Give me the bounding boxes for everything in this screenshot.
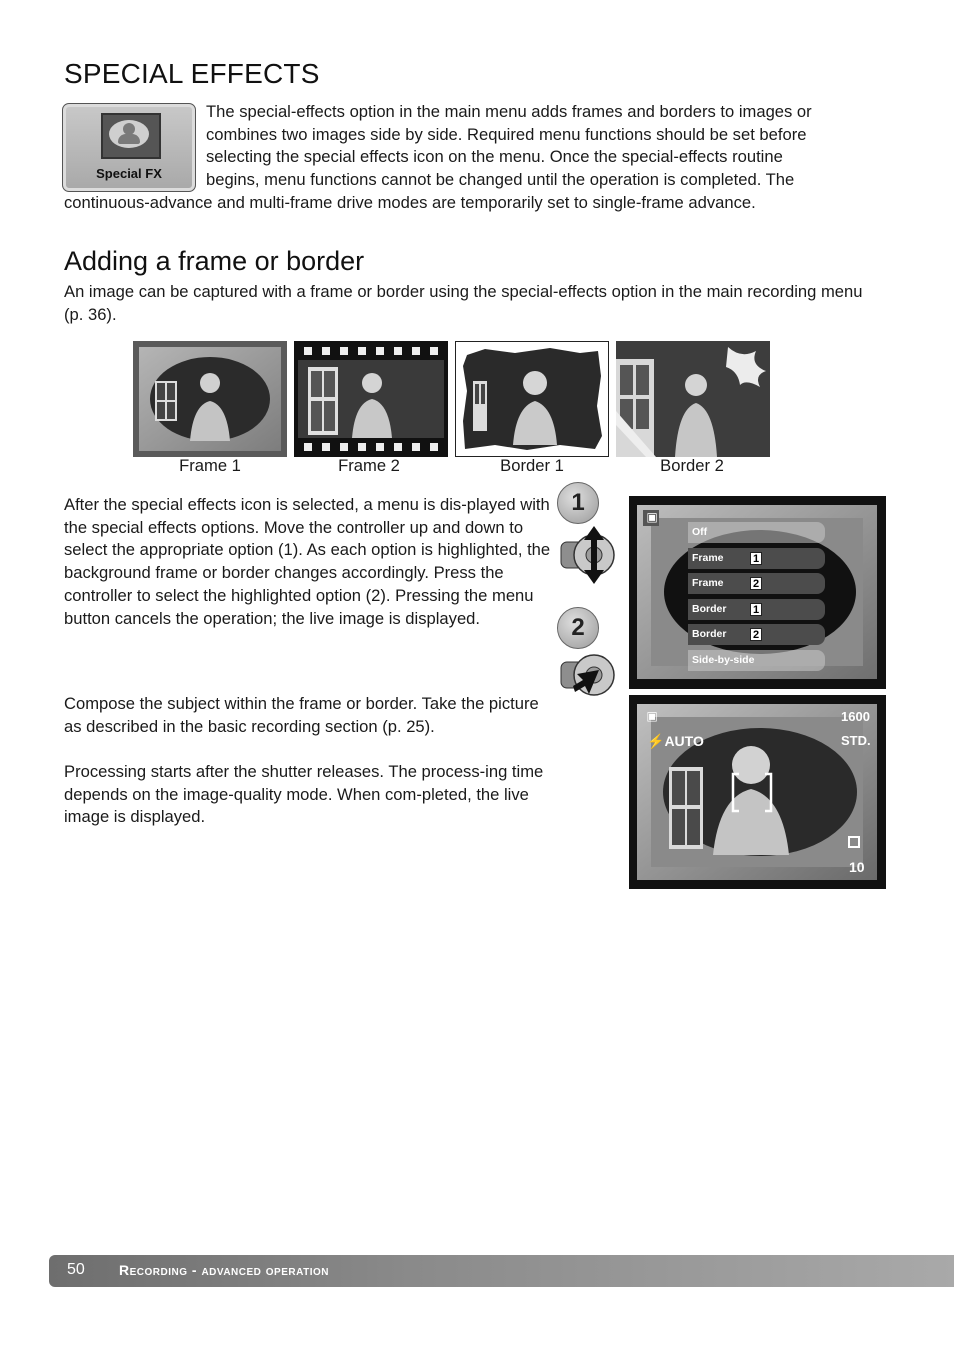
iso-display: 1600: [841, 709, 870, 724]
section-intro: An image can be captured with a frame or border using the special-effects option in the main recording menu (p. 36).: [64, 282, 863, 324]
camera-mode-icon: ▣: [646, 510, 658, 524]
intro-line: combines two images side by side. Required menu functions should be set before: [206, 124, 807, 144]
intro-paragraph: [206, 101, 906, 192]
select-instructions: After the special effects icon is selected, a menu is dis-played with the special effects options. Move the controller up and down to select the appropriate option (1). As each option is highlighted, the background frame or border changes accordingly. Press the controller to select the highlighted option (2). Pressing the menu button cancels the operation; the live image is displayed.: [64, 495, 551, 628]
menu-item-side-by-side[interactable]: Side-by-side: [688, 650, 825, 671]
live-view-screen: [629, 695, 886, 889]
image-size-icon: [848, 836, 860, 848]
menu-item-border-2[interactable]: Border 2: [688, 624, 825, 645]
intro-line: The special-effects option in the main menu adds frames and borders to images or: [206, 102, 812, 121]
menu-item-number: 2: [750, 577, 762, 590]
processing-instructions: Processing starts after the shutter releases. The process-ing time depends on the image-quality mode. When com-pleted, the live image is displayed.: [64, 762, 544, 827]
frame-1-label: Frame 1: [179, 456, 241, 475]
flash-mode-display: ⚡AUTO: [647, 733, 704, 749]
border-1-sample-image: [455, 341, 609, 457]
image-quality-display: STD.: [841, 733, 871, 748]
menu-item-number: 1: [750, 552, 762, 565]
special-fx-icon: [62, 103, 196, 192]
frame-1-sample-image: [133, 341, 287, 457]
step-2-badge: 2: [557, 607, 599, 649]
frame-2-label: Frame 2: [338, 456, 400, 475]
page-footer: [49, 1255, 954, 1287]
menu-item-number: 1: [750, 603, 762, 616]
border-2-sample-image: [616, 341, 770, 457]
camera-mode-icon: ▣: [646, 709, 658, 723]
menu-item-number: 2: [750, 628, 762, 641]
special-effects-menu-screen: [629, 496, 886, 689]
menu-item-off[interactable]: Off: [688, 522, 825, 543]
step-1-badge: 1: [557, 482, 599, 524]
frame-counter: 10: [849, 859, 865, 875]
portrait-icon: [101, 113, 161, 159]
border-1-label: Border 1: [500, 456, 564, 475]
intro-continuation: continuous-advance and multi-frame drive modes are temporarily set to single-frame advance.: [64, 193, 756, 212]
compose-instructions: Compose the subject within the frame or border. Take the picture as described in the basic recording section (p. 25).: [64, 694, 539, 736]
section-name: Recording - advanced operation: [119, 1262, 329, 1278]
frame-2-sample-image: [294, 341, 448, 457]
flash-icon: ⚡: [647, 733, 665, 749]
special-fx-label: Special FX: [96, 166, 162, 181]
page-title: SPECIAL EFFECTS: [64, 58, 320, 89]
page-number: 50: [67, 1261, 85, 1278]
controller-up-down-icon: [559, 524, 619, 584]
controller-press-icon: [559, 652, 619, 700]
intro-line: selecting the special effects icon on the menu. Once the special-effects routine: [206, 147, 783, 167]
menu-item-frame-2[interactable]: Frame 2: [688, 573, 825, 594]
menu-item-border-1[interactable]: Border 1: [688, 599, 825, 620]
intro-line: begins, menu functions cannot be changed until the operation is completed. The: [206, 170, 795, 190]
section-title: Adding a frame or border: [64, 246, 365, 276]
border-2-label: Border 2: [660, 456, 724, 475]
menu-item-frame-1[interactable]: Frame 1: [688, 548, 825, 569]
special-effects-menu: [688, 522, 825, 676]
